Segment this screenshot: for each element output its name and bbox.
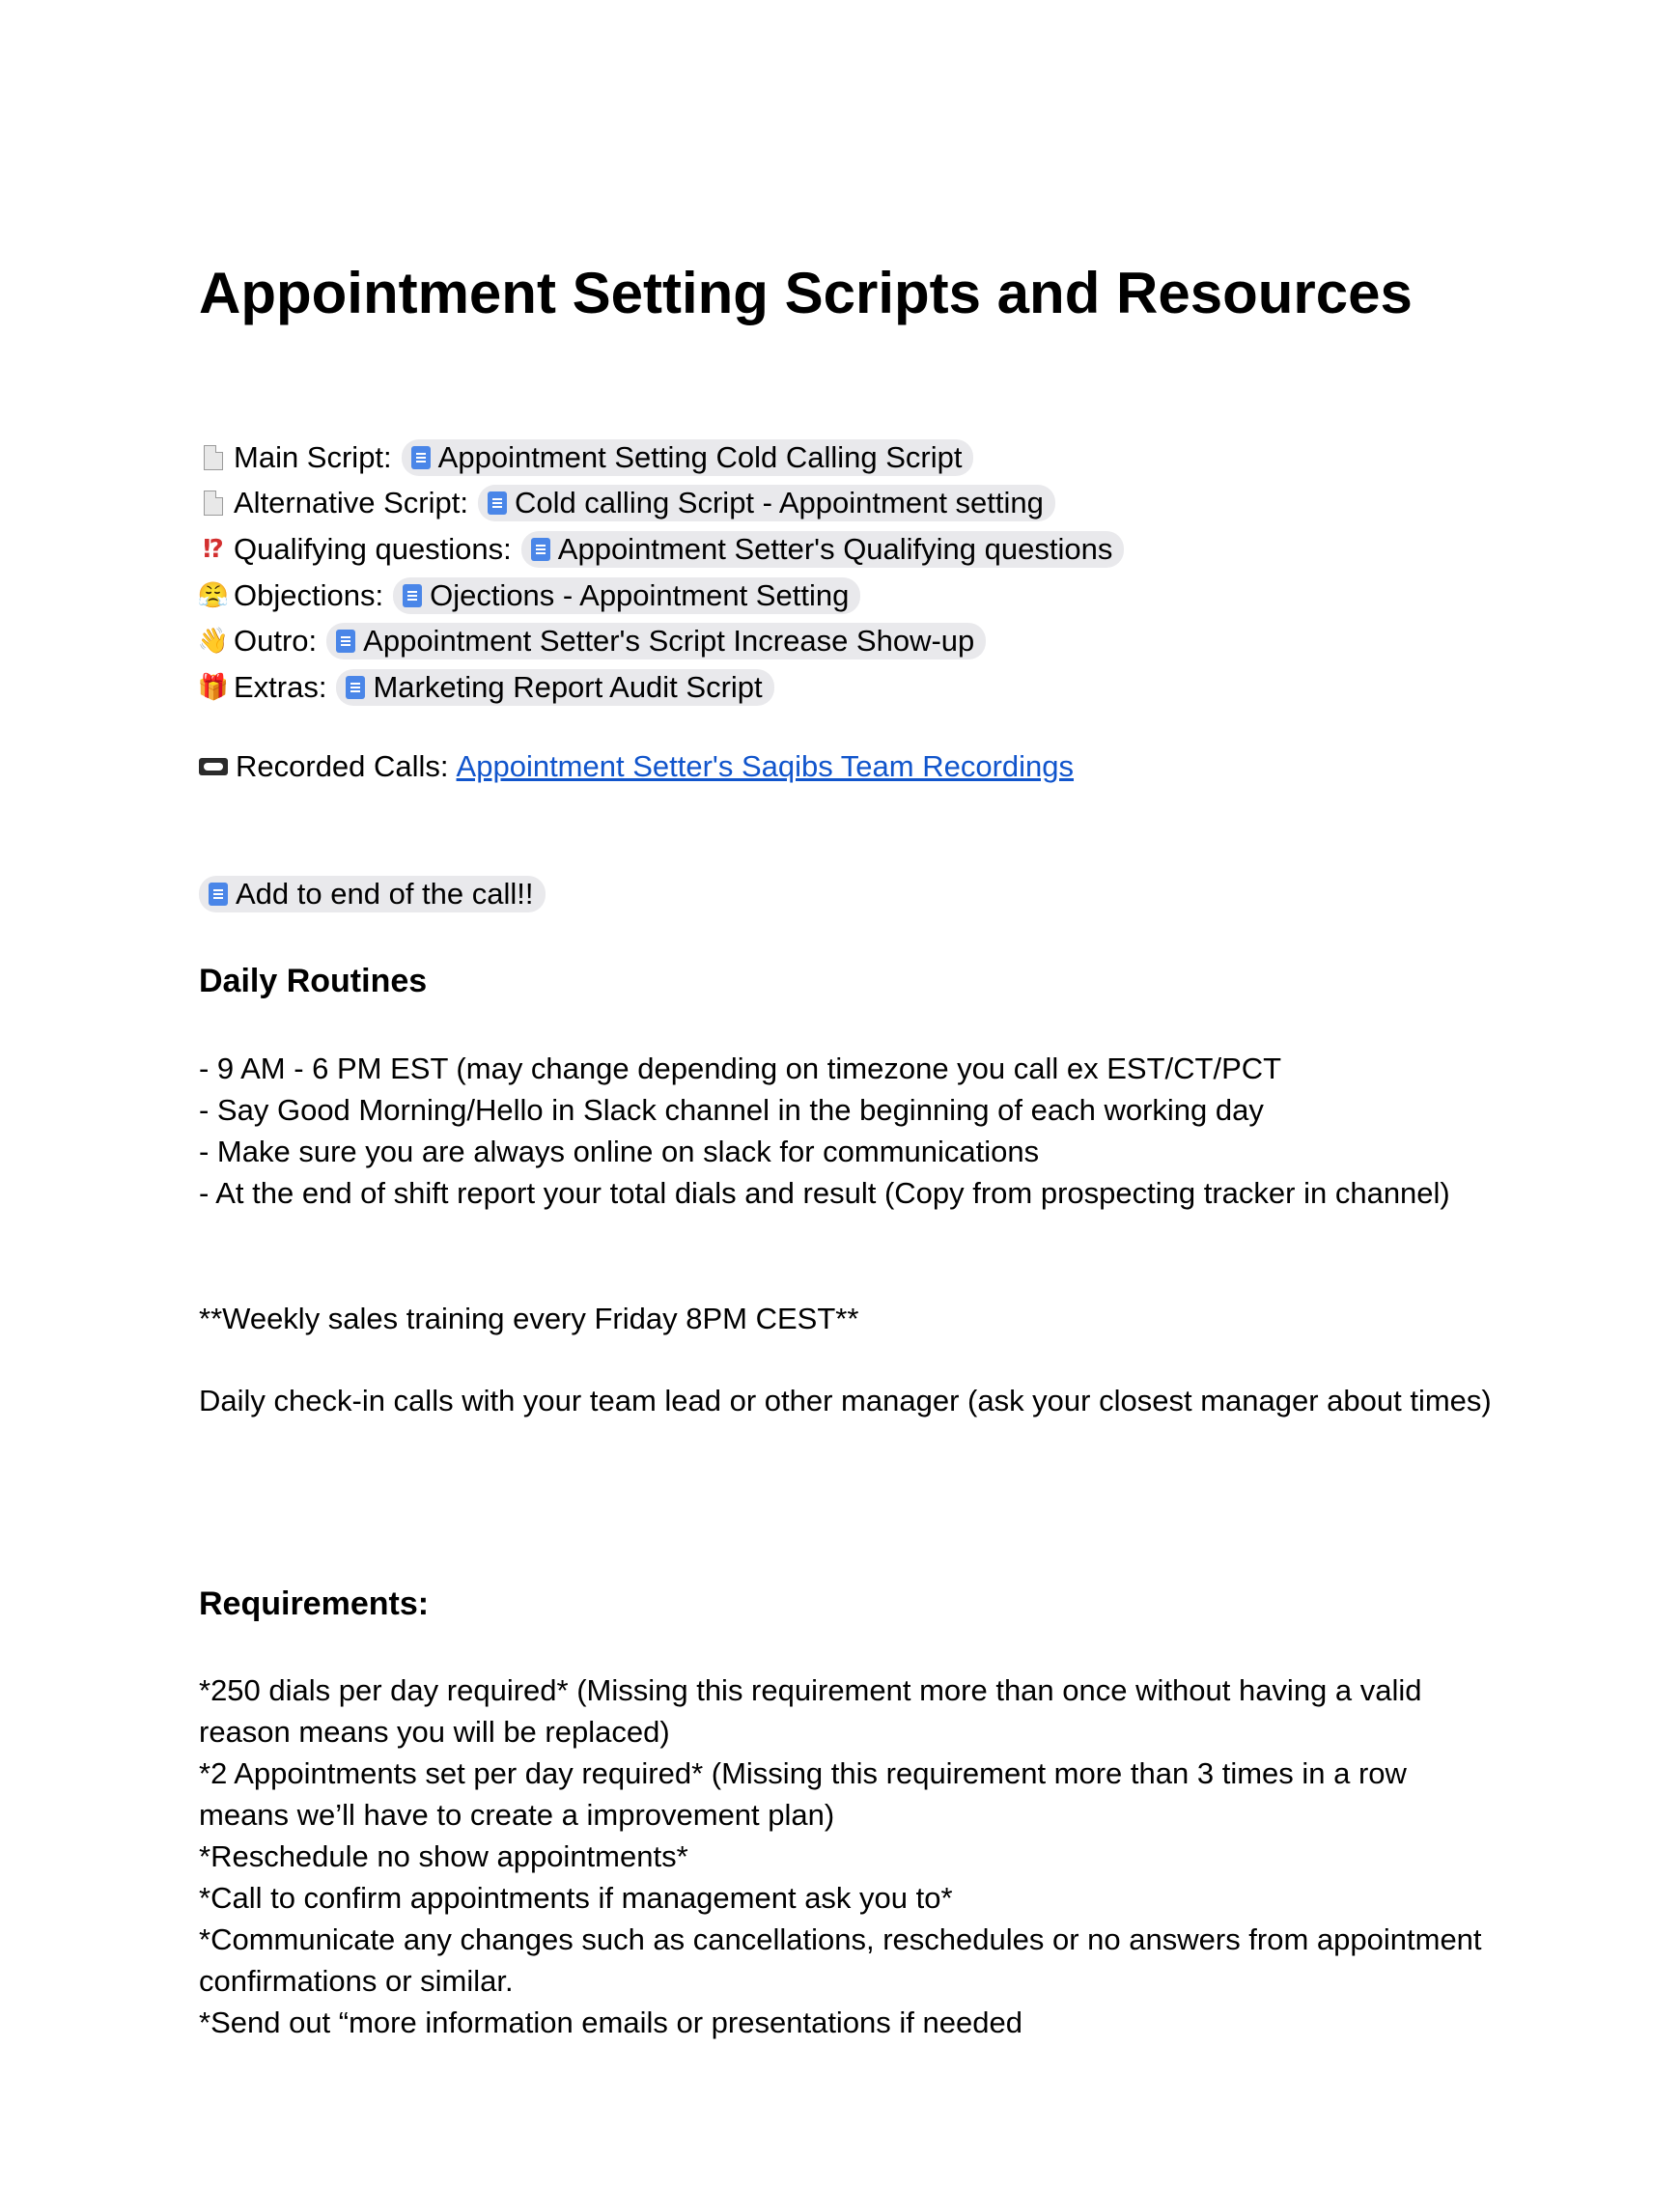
doc-chip-label: Appointment Setter's Qualifying questions	[557, 531, 1113, 566]
list-item: - At the end of shift report your total dials and result (Copy from prospecting tracker in channel)	[199, 1176, 1450, 1210]
doc-chip-label: Ojections - Appointment Setting	[430, 577, 850, 612]
list-item: *Reschedule no show appointments*	[199, 1839, 688, 1873]
add-to-end-line	[199, 876, 546, 913]
resource-row-alternative-script	[199, 481, 1124, 527]
exclamation-question-icon: ⁉	[203, 534, 224, 564]
doc-chip-label: Marketing Report Audit Script	[373, 669, 763, 704]
google-doc-icon	[346, 676, 365, 699]
daily-checkin-note: Daily check-in calls with your team lead or other manager (ask your closest manager about times)	[199, 1384, 1492, 1417]
doc-chip-label: Add to end of the call!!	[236, 877, 534, 911]
page-title: Appointment Setting Scripts and Resources	[199, 261, 1413, 325]
requirements-heading: Requirements:	[199, 1585, 430, 1622]
gift-icon: 🎁	[197, 672, 230, 702]
waving-hand-icon: 👋	[197, 627, 230, 657]
google-doc-icon	[411, 446, 431, 469]
list-item: - Make sure you are always online on slack for communications	[199, 1135, 1040, 1168]
resource-list	[199, 435, 1124, 711]
doc-chip-add-to-end[interactable]	[199, 876, 546, 912]
videocassette-icon	[199, 758, 228, 775]
doc-chip-alternative-script[interactable]	[478, 485, 1055, 521]
recorded-calls-line	[199, 749, 1074, 784]
list-item: - 9 AM - 6 PM EST (may change depending on timezone you call ex EST/CT/PCT	[199, 1052, 1282, 1085]
list-item: - Say Good Morning/Hello in Slack channel in the beginning of each working day	[199, 1093, 1264, 1127]
doc-chip-label: Appointment Setter's Script Increase Show-up	[363, 624, 975, 659]
daily-routines-heading: Daily Routines	[199, 963, 428, 999]
google-doc-icon	[209, 883, 228, 906]
resource-row-main-script	[199, 435, 1124, 481]
doc-chip-objections[interactable]	[393, 577, 860, 614]
doc-chip-outro[interactable]	[326, 623, 986, 659]
recorded-calls-label: Recorded Calls:	[236, 749, 449, 783]
doc-chip-extras[interactable]	[336, 669, 773, 706]
resource-label: Alternative Script:	[234, 486, 468, 520]
page-icon	[199, 443, 228, 472]
doc-chip-qualifying-questions[interactable]	[521, 531, 1125, 568]
google-doc-icon	[488, 491, 507, 515]
daily-routines-list	[199, 1048, 1493, 1214]
google-doc-icon	[403, 584, 422, 607]
resource-label: Qualifying questions:	[234, 531, 512, 566]
resource-row-objections	[199, 573, 1124, 619]
weekly-training-note: **Weekly sales training every Friday 8PM CEST**	[199, 1302, 859, 1335]
list-item: *Call to confirm appointments if management ask you to*	[199, 1881, 953, 1915]
requirements-list	[199, 1669, 1493, 2043]
google-doc-icon	[531, 538, 550, 561]
resource-label: Objections:	[234, 577, 384, 612]
page-icon	[199, 489, 228, 518]
list-item: *Communicate any changes such as cancellations, reschedules or no answers from appointment confirmations or similar.	[199, 1922, 1482, 1998]
google-doc-icon	[336, 630, 355, 653]
resource-row-extras	[199, 664, 1124, 711]
doc-chip-main-script[interactable]	[402, 439, 974, 476]
resource-row-qualifying-questions	[199, 526, 1124, 573]
resource-row-outro	[199, 618, 1124, 664]
steaming-face-icon: 😤	[197, 580, 230, 610]
resource-label: Main Script:	[234, 439, 392, 474]
doc-chip-label: Appointment Setting Cold Calling Script	[437, 439, 963, 474]
resource-label: Outro:	[234, 624, 318, 659]
list-item: *Send out “more information emails or presentations if needed	[199, 2006, 1022, 2039]
resource-label: Extras:	[234, 669, 327, 704]
recordings-link[interactable]: Appointment Setter's Saqibs Team Recordings	[456, 749, 1075, 783]
list-item: *250 dials per day required* (Missing this requirement more than once without having a valid reason means you will be replaced)	[199, 1673, 1422, 1749]
list-item: *2 Appointments set per day required* (Missing this requirement more than 3 times in a row means we’ll have to create a improvement plan)	[199, 1756, 1407, 1832]
doc-chip-label: Cold calling Script - Appointment setting	[514, 486, 1044, 520]
